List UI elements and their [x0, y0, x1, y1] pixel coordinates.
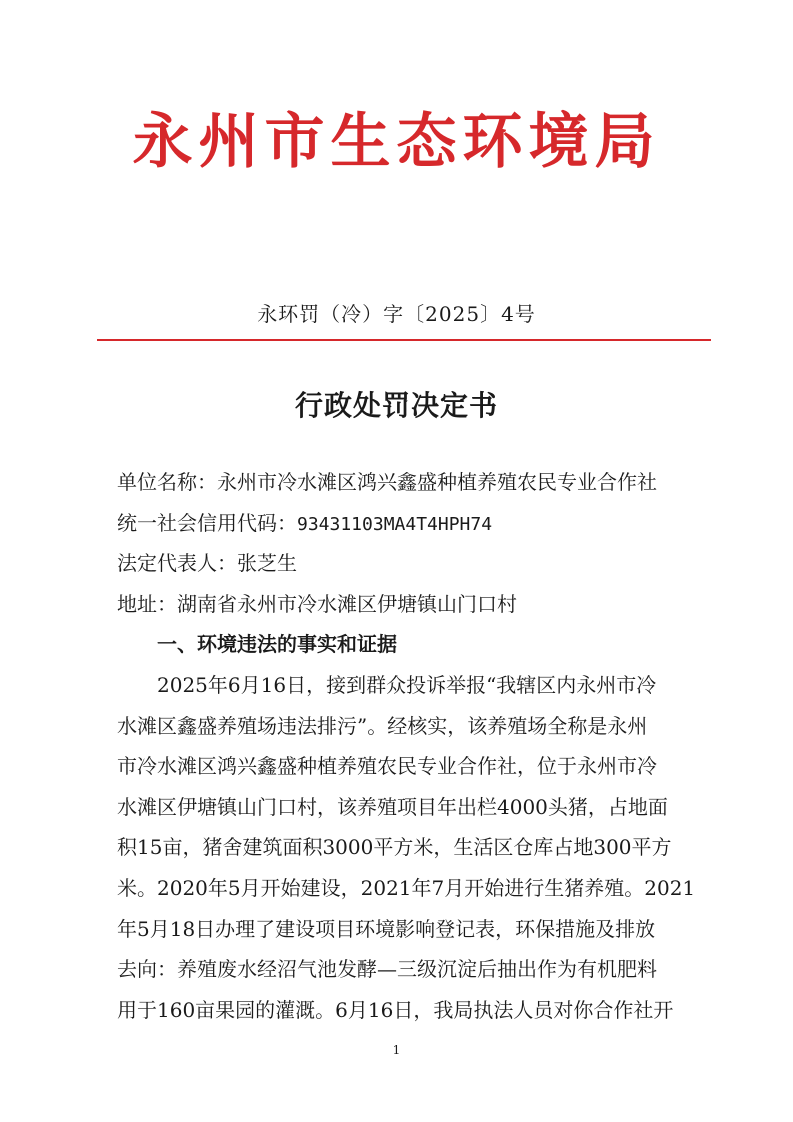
body-line: 水滩区鑫盛养殖场违法排污”。经核实，该养殖场全称是永州 — [117, 713, 648, 738]
page-number: 1 — [392, 1043, 401, 1057]
legal-rep-label: 法定代表人： — [117, 551, 237, 576]
body-line: 用于160亩果园的灌溉。6月16日，我局执法人员对你合作社开 — [117, 997, 674, 1022]
body-line: 2025年6月16日，接到群众投诉举报“我辖区内永州市冷 — [157, 672, 657, 697]
legal-rep-line — [117, 543, 697, 584]
party-name-value: 永州市冷水滩区鸿兴鑫盛种植养殖农民专业合作社 — [217, 470, 657, 494]
document-title: 行政处罚决定书 — [294, 389, 498, 422]
body-line: 市冷水滩区鸿兴鑫盛种植养殖农民专业合作社，位于永州市冷 — [117, 754, 657, 779]
document-number: 永环罚（冷）字〔2025〕4号 — [257, 302, 536, 326]
credit-code-label: 统一社会信用代码： — [117, 510, 297, 535]
legal-rep-value: 张芝生 — [237, 551, 297, 576]
red-divider-line — [97, 339, 711, 341]
address-line — [117, 584, 697, 625]
credit-code-line — [117, 503, 697, 544]
party-name-line — [117, 462, 697, 503]
body-line: 去向：养殖废水经沼气池发酵—三级沉淀后抽出作为有机肥料 — [117, 957, 657, 982]
party-name-label: 单位名称： — [117, 470, 217, 494]
agency-title: 永州市生态环境局 — [132, 107, 661, 177]
address-label: 地址： — [117, 591, 177, 616]
address-value: 湖南省永州市冷水滩区伊塘镇山门口村 — [177, 591, 517, 616]
section-heading: 一、环境违法的事实和证据 — [157, 632, 397, 657]
document-body — [117, 462, 697, 1030]
body-line: 米。2020年5月开始建设，2021年7月开始进行生猪养殖。2021 — [117, 875, 696, 900]
body-line: 水滩区伊塘镇山门口村，该养殖项目年出栏4000头猪，占地面 — [117, 794, 668, 819]
body-line: 年5月18日办理了建设项目环境影响登记表，环保措施及排放 — [117, 916, 656, 941]
credit-code-value: 93431103MA4T4HPH74 — [297, 513, 493, 535]
body-line: 积15亩，猪舍建筑面积3000平方米，生活区仓库占地300平方 — [117, 835, 672, 860]
